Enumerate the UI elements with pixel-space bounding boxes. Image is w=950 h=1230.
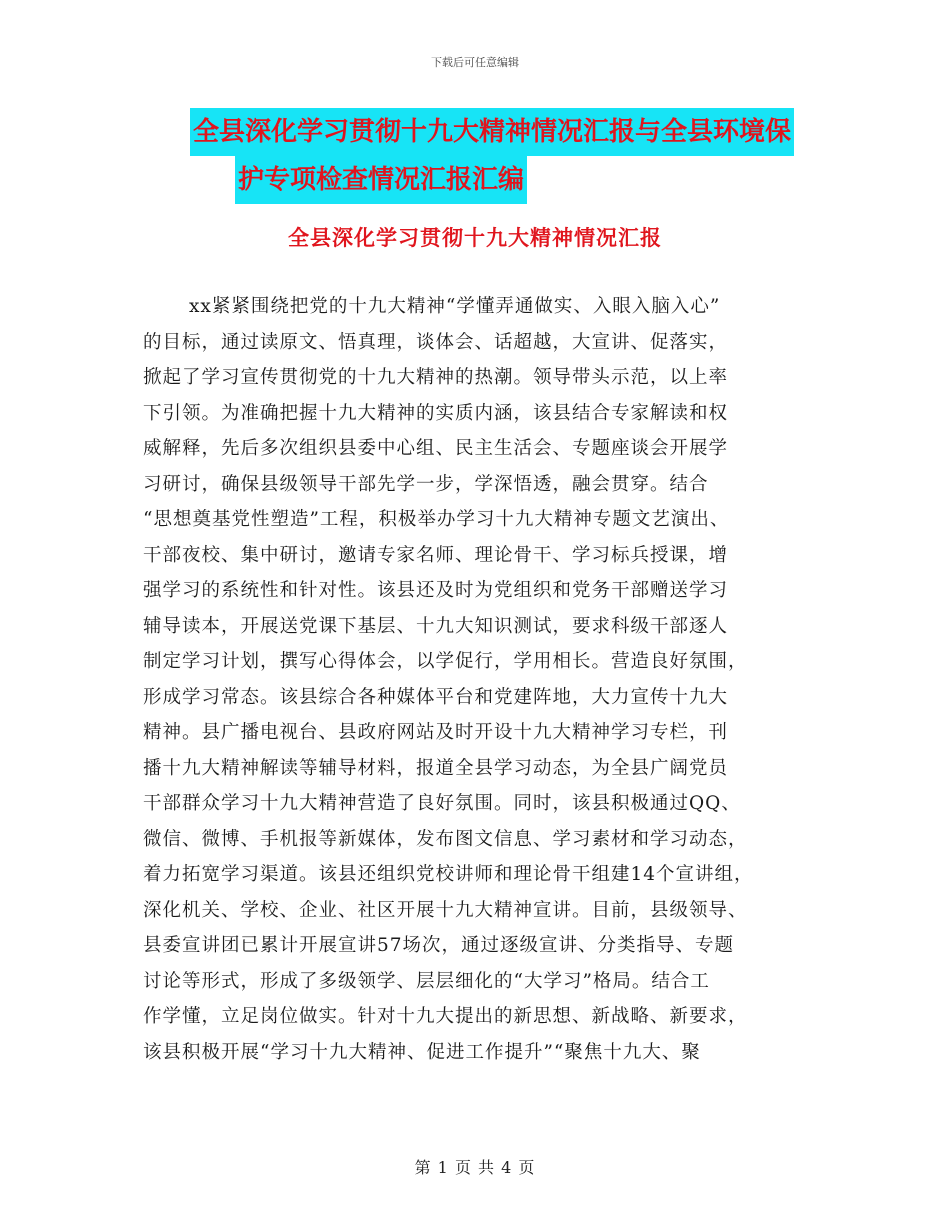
body-paragraph: [143, 289, 815, 1070]
page-number-footer: 第 1 页 共 4 页: [414, 1158, 536, 1177]
paragraph-line: 下引领。为准确把握十九大精神的实质内涵，该县结合专家解读和权: [143, 402, 729, 424]
paragraph-line: 强学习的系统性和针对性。该县还及时为党组织和党务干部赠送学习: [143, 580, 729, 601]
paragraph-line: 习研讨，确保县级领导干部先学一步，学深悟透，融会贯穿。结合: [143, 473, 709, 495]
paragraph-line: 讨论等形式，形成了多级领学、层层细化的“大学习”格局。结合工: [143, 970, 710, 992]
paragraph-line: 深化机关、学校、企业、社区开展十九大精神宣讲。目前，县级领导、: [143, 899, 748, 921]
section-title: 全县深化学习贯彻十九大精神情况汇报: [288, 226, 662, 250]
paragraph-line: “思想奠基党性塑造”工程，积极举办学习十九大精神专题文艺演出、: [143, 509, 730, 530]
paragraph-line: 该县积极开展“学习十九大精神、促进工作提升”“聚焦十九大、聚: [143, 1041, 701, 1063]
paragraph-line: 微信、微博、手机报等新媒体，发布图文信息、学习素材和学习动态，: [143, 828, 748, 850]
document-title-line-2: 护专项检查情况汇报汇编: [235, 156, 527, 204]
paragraph-line: 县委宣讲团已累计开展宣讲57场次，通过逐级宣讲、分类指导、专题: [143, 935, 735, 956]
paragraph-line: 的目标，通过读原文、悟真理，谈体会、话超越，大宣讲、促落实，: [143, 331, 729, 353]
paragraph-line: 干部夜校、集中研讨，邀请专家名师、理论骨干、学习标兵授课，增: [143, 544, 729, 566]
paragraph-line: 精神。县广播电视台、县政府网站及时开设十九大精神学习专栏，刊: [143, 722, 729, 743]
paragraph-line: 形成学习常态。该县综合各种媒体平台和党建阵地，大力宣传十九大: [143, 686, 729, 708]
paragraph-line: 作学懂，立足岗位做实。针对十九大提出的新思想、新战略、新要求，: [143, 1006, 748, 1027]
paragraph-line: 着力拓宽学习渠道。该县还组织党校讲师和理论骨干组建14个宣讲组，: [143, 864, 754, 885]
paragraph-line: 干部群众学习十九大精神营造了良好氛围。同时，该县积极通过QQ、: [143, 793, 741, 814]
page-header-note: 下载后可任意编辑: [431, 56, 519, 69]
paragraph-line: 威解释，先后多次组织县委中心组、民主生活会、专题座谈会开展学: [143, 438, 729, 459]
paragraph-line: xx紧紧围绕把党的十九大精神“学懂弄通做实、入眼入脑入心”: [189, 296, 721, 317]
document-title: [190, 108, 830, 204]
paragraph-line: 掀起了学习宣传贯彻党的十九大精神的热潮。领导带头示范，以上率: [143, 367, 729, 388]
paragraph-line: 辅导读本，开展送党课下基层、十九大知识测试，要求科级干部逐人: [143, 615, 729, 637]
paragraph-line: 制定学习计划，撰写心得体会，以学促行，学用相长。营造良好氛围，: [143, 651, 748, 672]
paragraph-line: 播十九大精神解读等辅导材料，报道全县学习动态，为全县广阔党员: [143, 757, 729, 779]
document-title-line-1: 全县深化学习贯彻十九大精神情况汇报与全县环境保: [190, 108, 794, 156]
